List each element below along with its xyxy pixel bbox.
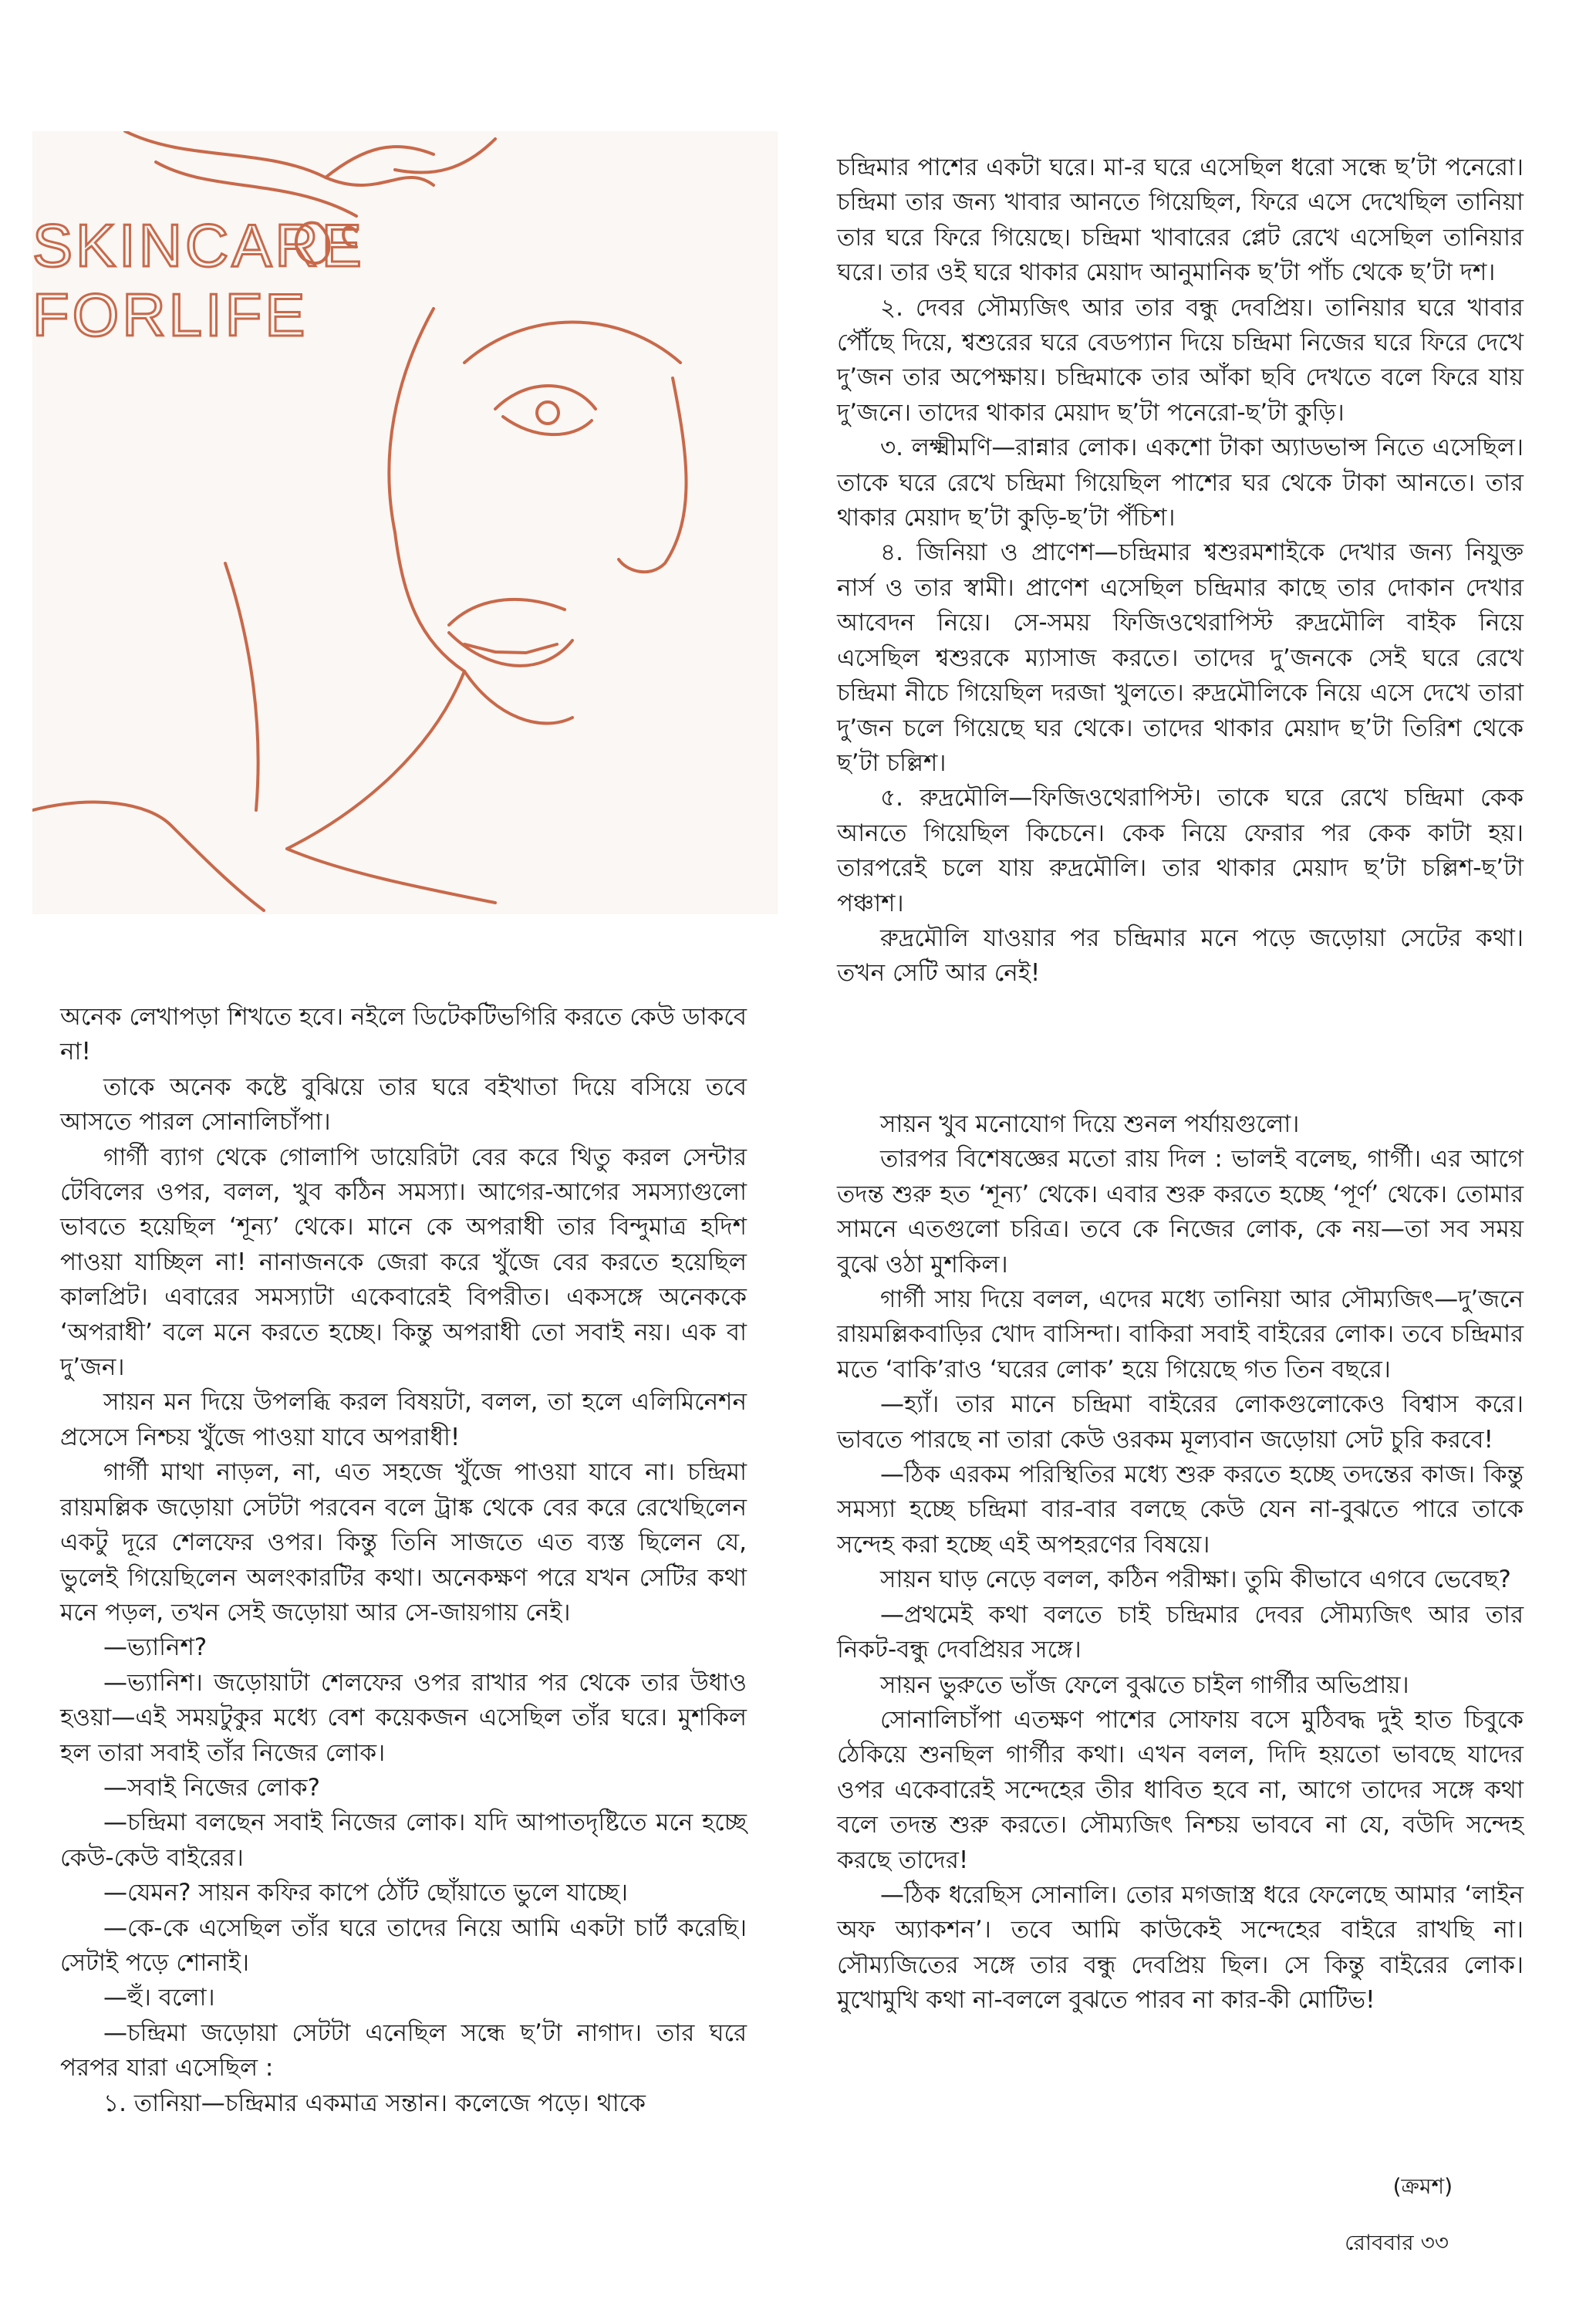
paragraph: অনেক লেখাপড়া শিখতে হবে। নইলে ডিটেকটিভগিরি করতে কেউ ডাকবে না!	[60, 1003, 747, 1066]
paragraph: ৪. জিনিয়া ও প্রাণেশ—চন্দ্রিমার শ্বশুরমশাইকে দেখার জন্য নিযুক্ত নার্স ও তার স্বামী। প্রাণেশ এসেছিল চন্দ্রিমার কাছে তার দোকান দেখার আবেদন নিয়ে। সে-সময় ফিজিওথেরাপিস্ট রুদ্রমৌলি বাইক নিয়ে এসেছিল শ্বশুরকে ম্যাসাজ করতে। তাদের দু’জনকে সেই ঘরে রেখে চন্দ্রিমা নীচে গিয়েছিল দরজা খুলতে। রুদ্রমৌলিকে নিয়ে এসে দেখে তারা দু’জন চলে গিয়েছে ঘর থেকে। তাদের থাকার মেয়াদ ছ’টা তিরিশ থেকে ছ’টা চল্লিশ।	[837, 539, 1524, 777]
paragraph: —হ্যাঁ। তার মানে চন্দ্রিমা বাইরের লোকগুলোকেও বিশ্বাস করে। ভাবতে পারছে না তারা কেউ ওরকম মূল্যবান জড়োয়া সেট চুরি করবে!	[837, 1390, 1524, 1454]
paragraph: ১. তানিয়া—চন্দ্রিমার একমাত্র সন্তান। কলেজে পড়ে। থাকে	[103, 2089, 646, 2117]
paragraph: গার্গী সায় দিয়ে বলল, এদের মধ্যে তানিয়া আর সৌম্যজিৎ—দু’জনে রায়মল্লিকবাড়ির খোদ বাসিন্দা। বাকিরা সবাই বাইরের লোক। তবে চন্দ্রিমার মতে ‘বাকি’রাও ‘ঘরের লোক’ হয়ে গিয়েছে গত তিন বছরে।	[837, 1285, 1524, 1383]
paragraph: —চন্দ্রিমা জড়োয়া সেটটা এনেছিল সন্ধে ছ’টা নাগাদ। তার ঘরে পরপর যারা এসেছিল :	[60, 2018, 747, 2082]
to-be-continued: (ক্রমশ)	[1392, 2174, 1453, 2199]
paragraph: তাকে অনেক কষ্টে বুঝিয়ে তার ঘরে বইখাতা দিয়ে বসিয়ে তবে আসতে পারল সোনালিচাঁপা।	[60, 1072, 747, 1137]
paragraph: ৩. লক্ষ্মীমণি—রান্নার লোক। একশো টাকা অ্যাডভান্স নিতে এসেছিল। তাকে ঘরে রেখে চন্দ্রিমা গিয়েছিল পাশের ঘর থেকে টাকা আনতে। তার থাকার মেয়াদ ছ’টা কুড়ি-ছ’টা পঁচিশ।	[837, 434, 1524, 532]
paragraph: ২. দেবর সৌম্যজিৎ আর তার বন্ধু দেবপ্রিয়। তানিয়ার ঘরে খাবার পৌঁছে দিয়ে, শ্বশুরের ঘরে বেডপ্যান দিয়ে চন্দ্রিমা নিজের ঘরে ফিরে দেখে দু’জন তার অপেক্ষায়। চন্দ্রিমাকে তার আঁকা ছবি দেখতে বলে ফিরে যায় দু’জনে। তাদের থাকার মেয়াদ ছ’টা পনেরো-ছ’টা কুড়ি।	[837, 293, 1524, 427]
paragraph: গার্গী মাথা নাড়ল, না, এত সহজে খুঁজে পাওয়া যাবে না। চন্দ্রিমা রায়মল্লিক জড়োয়া সেটটা পরবেন বলে ট্রাঙ্ক থেকে বের করে রেখেছিলেন একটু দূরে শেলফের ওপর। কিন্তু তিনি সাজতে এত ব্যস্ত ছিলেন যে, ভুলেই গিয়েছিলেন অলংকারটির কথা। অনেকক্ষণ পরে যখন সেটির কথা মনে পড়ল, তখন সেই জড়োয়া আর সে-জায়গায় নেই।	[60, 1458, 747, 1626]
paragraph: ৫. রুদ্রমৌলি—ফিজিওথেরাপিস্ট। তাকে ঘরে রেখে চন্দ্রিমা কেক আনতে গিয়েছিল কিচেনে। কেক নিয়ে ফেরার পর কেক কাটা হয়। তারপরেই চলে যায় রুদ্রমৌলি। তার থাকার মেয়াদ ছ’টা চল্লিশ-ছ’টা পঞ্চাশ।	[837, 784, 1524, 917]
right-text-column-bottom	[837, 1107, 1524, 2018]
paragraph: —যেমন? সায়ন কফির কাপে ঠোঁট ছোঁয়াতে ভুলে যাচ্ছে।	[103, 1879, 628, 1907]
paragraph: —হুঁ। বলো।	[103, 1984, 215, 2012]
paragraph: সায়ন মন দিয়ে উপলব্ধি করল বিষয়টা, বলল, তা হলে এলিমিনেশন প্রসেসে নিশ্চয় খুঁজে পাওয়া যাবে অপরাধী!	[60, 1388, 747, 1451]
paragraph: —ঠিক ধরেছিস সোনালি। তোর মগজাস্ত্র ধরে ফেলেছে আমার ‘লাইন অফ অ্যাকশন’। তবে আমি কাউকেই সন্দেহের বাইরে রাখছি না। সৌম্যজিতের সঙ্গে তার বন্ধু দেবপ্রিয় ছিল। সে কিন্তু বাইরের লোক। মুখোমুখি কথা না-বললে বুঝতে পারব না কার-কী মোটিভ!	[837, 1880, 1524, 2015]
paragraph: চন্দ্রিমার পাশের একটা ঘরে। মা-র ঘরে এসেছিল ধরো সন্ধে ছ’টা পনেরো। চন্দ্রিমা তার জন্য খাবার আনতে গিয়েছিল, ফিরে এসে দেখেছিল তানিয়া তার ঘরে ফিরে গিয়েছে। চন্দ্রিমা খাবারের প্লেট রেখে এসেছিল তানিয়ার ঘরে। তার ওই ঘরে থাকার মেয়াদ আনুমানিক ছ’টা পাঁচ থেকে ছ’টা দশ।	[837, 154, 1524, 287]
paragraph: সায়ন ভুরুতে ভাঁজ ফেলে বুঝতে চাইল গার্গীর অভিপ্রায়।	[880, 1670, 1409, 1699]
paragraph: রুদ্রমৌলি যাওয়ার পর চন্দ্রিমার মনে পড়ে জড়োয়া সেটের কথা। তখন সেটি আর নেই!	[837, 924, 1524, 988]
paragraph: —ঠিক এরকম পরিস্থিতির মধ্যে শুরু করতে হচ্ছে তদন্তের কাজ। কিন্তু সমস্যা হচ্ছে চন্দ্রিমা বার-বার বলছে কেউ যেন না-বুঝতে পারে তাকে সন্দেহ করা হচ্ছে এই অপহরণের বিষয়ে।	[837, 1461, 1524, 1559]
page-footer: রোববার ৩৩	[1345, 2230, 1449, 2255]
paragraph: —চন্দ্রিমা বলছেন সবাই নিজের লোক। যদি আপাতদৃষ্টিতে মনে হচ্ছে কেউ-কেউ বাইরের।	[60, 1809, 747, 1872]
paragraph: সায়ন খুব মনোযোগ দিয়ে শুনল পর্যায়গুলো।	[880, 1110, 1300, 1138]
illustration-sign-line1: SKINCARE	[32, 211, 365, 279]
paragraph: সোনালিচাঁপা এতক্ষণ পাশের সোফায় বসে মুঠিবদ্ধ দুই হাত চিবুকে ঠেকিয়ে শুনছিল গার্গীর কথা। এখন বলল, দিদি হয়তো ভাবছে যাদের ওপর একেবারেই সন্দেহের তীর ধাবিত হবে না, আগে তাদের সঙ্গে কথা বলে তদন্ত শুরু করতে। সৌম্যজিৎ নিশ্চয় ভাববে না যে, বউদি সন্দেহ করছে তাদের!	[837, 1705, 1524, 1874]
paragraph: —ভ্যানিশ?	[103, 1633, 208, 1662]
paragraph: গার্গী ব্যাগ থেকে গোলাপি ডায়েরিটা বের করে থিতু করল সেন্টার টেবিলের ওপর, বলল, খুব কঠিন সমস্যা। আগের-আগের সমস্যাগুলো ভাবতে হয়েছিল ‘শূন্য’ থেকে। মানে কে অপরাধী তার বিন্দুমাত্র হদিশ পাওয়া যাচ্ছিল না! নানাজনকে জেরা করে খুঁজে বের করতে হয়েছিল কালপ্রিট। এবারের সমস্যাটা একেবারেই বিপরীত। একসঙ্গে অনেককে ‘অপরাধী’ বলে মনে করতে হচ্ছে। কিন্তু অপরাধী তো সবাই নয়। এক বা দু’জন।	[60, 1143, 747, 1382]
paragraph: সায়ন ঘাড় নেড়ে বলল, কঠিন পরীক্ষা। তুমি কীভাবে এগবে ভেবেছ?	[880, 1566, 1511, 1594]
paragraph: —সবাই নিজের লোক?	[103, 1773, 320, 1802]
paragraph: —প্রথমেই কথা বলতে চাই চন্দ্রিমার দেবর সৌম্যজিৎ আর তার নিকট-বন্ধু দেবপ্রিয়র সঙ্গে।	[837, 1600, 1524, 1664]
paragraph: তারপর বিশেষজ্ঞের মতো রায় দিল : ভালই বলেছ, গার্গী। এর আগে তদন্ত শুরু হত ‘শূন্য’ থেকে। এবার শুরু করতে হচ্ছে ‘পূর্ণ’ থেকে। তোমার সামনে এতগুলো চরিত্র। তবে কে নিজের লোক, কে নয়—তা সব সময় বুঝে ওঠা মুশকিল।	[837, 1145, 1524, 1279]
illustration-sketch	[32, 131, 778, 914]
illustration-sign-line2: FORLIFE	[32, 281, 309, 349]
paragraph: —কে-কে এসেছিল তাঁর ঘরে তাদের নিয়ে আমি একটা চার্ট করেছি। সেটাই পড়ে শোনাই।	[60, 1914, 747, 1977]
left-text-column	[60, 1000, 747, 2121]
paragraph: —ভ্যানিশ। জড়োয়াটা শেলফের ওপর রাখার পর থেকে তার উধাও হওয়া—এই সময়টুকুর মধ্যে বেশ কয়েকজন এসেছিল তাঁর ঘরে। মুশকিল হল তারা সবাই তাঁর নিজের লোক।	[60, 1668, 747, 1767]
right-text-column-top	[837, 150, 1524, 991]
